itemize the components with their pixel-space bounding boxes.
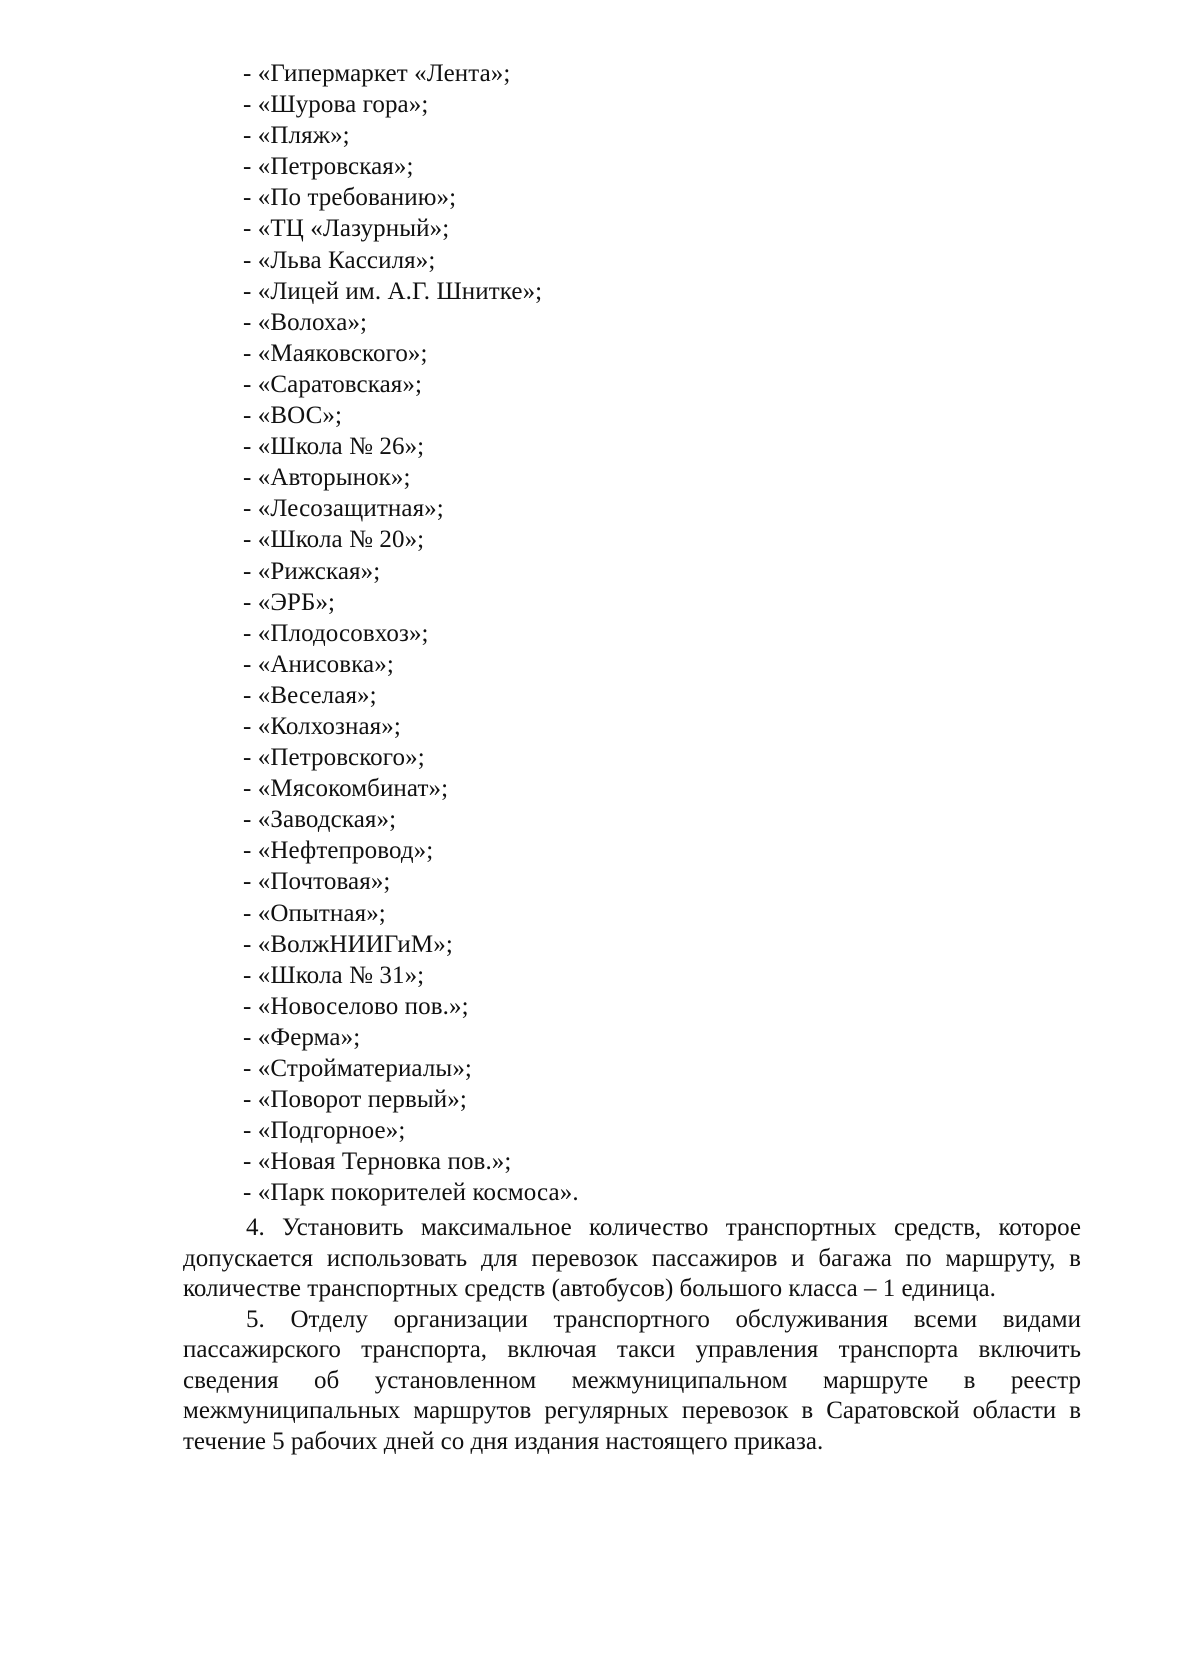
list-item: - «Колхозная»; — [243, 712, 401, 740]
list-item: - «Рижская»; — [243, 557, 381, 585]
list-item: - «Волоха»; — [243, 308, 368, 336]
list-item: - «Авторынок»; — [243, 464, 411, 492]
list-item: - «Плодосовхоз»; — [243, 619, 429, 647]
list-item: - «Школа № 26»; — [243, 433, 425, 461]
list-item: - «Льва Кассиля»; — [243, 246, 436, 274]
list-item: - «Опытная»; — [243, 899, 386, 927]
list-item: - «Веселая»; — [243, 681, 377, 709]
list-item: - «Новоселово пов.»; — [243, 992, 469, 1020]
list-item: - «Подгорное»; — [243, 1117, 406, 1145]
paragraph-5: 5. Отделу организации транспортного обслуживания всеми видами пассажирского транспорта, включая такси управления транспорта включить сведения об установленном межмуниципальном маршруте в реестр межмуниципальных маршрутов регулярных перевозок в Саратовской области в течение 5 рабочих дней со дня издания настоящего приказа. — [183, 1305, 1081, 1455]
list-item: - «Мясокомбинат»; — [243, 775, 449, 803]
list-item: - «Лесозащитная»; — [243, 495, 444, 523]
body-text — [183, 1213, 1081, 1457]
list-item: - «ВолжНИИГиМ»; — [243, 930, 453, 958]
list-item: - «Школа № 20»; — [243, 526, 425, 554]
list-item: - «Анисовка»; — [243, 650, 394, 678]
list-item: - «Пляж»; — [243, 122, 350, 150]
list-item: - «Петровского»; — [243, 744, 425, 772]
list-item: - «Новая Терновка пов.»; — [243, 1148, 512, 1176]
list-item: - «По требованию»; — [243, 184, 457, 212]
list-item: - «Саратовская»; — [243, 370, 423, 398]
list-item: - «Стройматериалы»; — [243, 1055, 472, 1082]
list-item: - «Петровская»; — [243, 153, 414, 181]
list-item: - «Гипермаркет «Лента»; — [243, 60, 511, 87]
list-item: - «Нефтепровод»; — [243, 837, 434, 865]
list-item: - «Поворот первый»; — [243, 1086, 467, 1114]
list-item: - «Лицей им. А.Г. Шнитке»; — [243, 277, 543, 305]
list-item: - «Ферма»; — [243, 1023, 361, 1051]
paragraph-4: 4. Установить максимальное количество транспортных средств, которое допускается использовать для перевозок пассажиров и багажа по маршруту, в количестве транспортных средств (автобусов) большого класса – 1 единица. — [183, 1214, 1081, 1302]
list-item: - «ТЦ «Лазурный»; — [243, 215, 450, 243]
list-item: - «Почтовая»; — [243, 868, 391, 896]
list-item: - «Парк покорителей космоса». — [243, 1179, 579, 1207]
list-item: - «Заводская»; — [243, 806, 397, 834]
list-item: - «ЭРБ»; — [243, 588, 336, 616]
list-item: - «Маяковского»; — [243, 339, 428, 367]
list-item: - «ВОС»; — [243, 402, 343, 430]
bus-stop-list — [243, 58, 579, 1208]
list-item: - «Шурова гора»; — [243, 91, 429, 119]
list-item: - «Школа № 31»; — [243, 961, 425, 989]
